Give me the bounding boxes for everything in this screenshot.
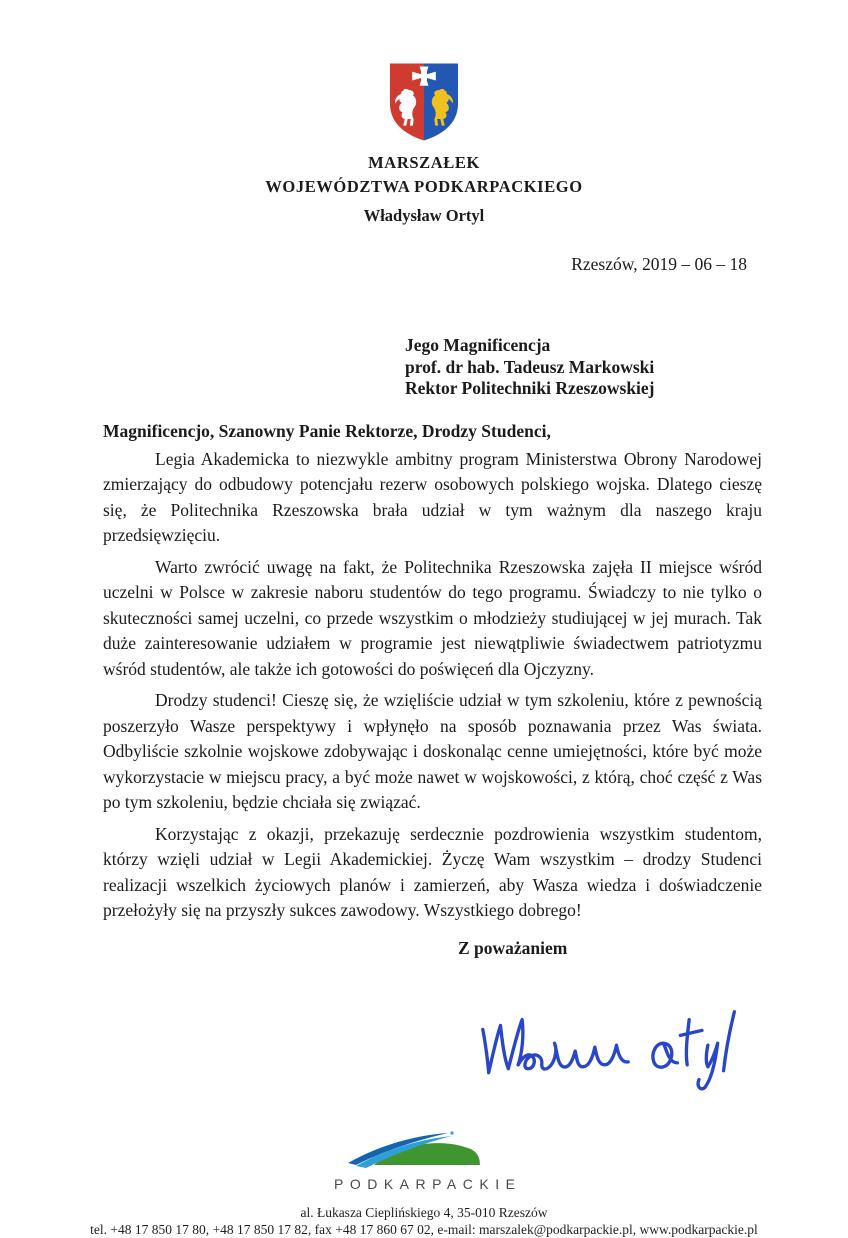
letter-body: [103, 447, 762, 924]
podkarpackie-logo-icon: [340, 1129, 508, 1169]
addressee-line2: prof. dr hab. Tadeusz Markowski: [405, 356, 655, 377]
closing-phrase: Z poważaniem: [458, 937, 568, 958]
footer-logo: [0, 1129, 848, 1194]
paragraph-3: Drodzy studenci! Cieszę się, że wzięliście udział w tym szkoleniu, które z pewnością poszerzyło Wasze perspektywy i wpłynęło na sposób poznawania przez Was świata. Odbyliście szkolnie wojskowe zdobywając i doskonaląc cenne umiejętności, które być może wykorzystacie w miejscu pracy, a być może nawet w wojskowości, z którą, choć część z Was po tym szkoleniu, będzie chciała się związać.: [103, 690, 762, 812]
salutation: Magnificencjo, Szanowny Panie Rektorze, Drodzy Studenci,: [103, 420, 551, 441]
addressee-block: [405, 335, 762, 400]
paragraph-1: Legia Akademicka to niezwykle ambitny program Ministerstwa Obrony Narodowej zmierzający do odbudowy potencjału rezerw osobowych polskiego wojska. Dlatego cieszę się, że Politechnika Rzeszowska brała udział w tym ważnym dla naszego kraju przedsięwzięciu.: [103, 448, 762, 545]
footer-contact-block: [0, 1204, 848, 1238]
signature-block: [103, 1001, 762, 1111]
footer-contact: tel. +48 17 850 17 80, +48 17 850 17 82, fax +48 17 860 67 02, e-mail: marszalek@podkarpackie.pl, www.podkarpackie.pl: [90, 1221, 758, 1237]
paragraph-4: Korzystając z okazji, przekazuję serdecznie pozdrowienia wszystkim studentom, którzy wzięli udział w Legii Akademickiej. Życzę Wam wszystkim – drodzy Studenci realizacji wszelkich życiowych planów i zamierzeń, aby Wasza wiedza i doświadczenie przełożyły się na przyszły sukces zawodowy. Wszystkiego dobrego!: [103, 823, 762, 920]
letterhead-title-line1: MARSZAŁEK: [368, 153, 480, 172]
footer-address: al. Łukasza Cieplińskiego 4, 35-010 Rzeszów: [300, 1204, 548, 1220]
letterhead: [0, 0, 848, 226]
addressee-line1: Jego Magnificencja: [405, 335, 551, 355]
handwritten-signature: [471, 1001, 756, 1109]
footer-logo-text: PODKARPACKIE: [334, 1175, 522, 1192]
addressee-line3: Rektor Politechniki Rzeszowskiej: [405, 378, 655, 398]
paragraph-2: Warto zwrócić uwagę na fakt, że Politechnika Rzeszowska zajęła II miejsce wśród uczelni w Polsce w zakresie naboru studentów do tego programu. Świadczy to nie tylko o skuteczności samej uczelni, co przede wszystkim o młodzieży studiującej w jej murach. Tak duże zainteresowanie udziałem w programie jest niewątpliwie świadectwem patriotyzmu wśród studentów, ale także ich gotowości do poświęceń dla Ojczyzny.: [103, 556, 762, 679]
podkarpackie-coat-of-arms-icon: [387, 60, 461, 144]
letterhead-marshal-name: Władysław Ortyl: [363, 206, 485, 225]
letterhead-title-line2: WOJEWÓDZTWA PODKARPACKIEGO: [265, 177, 583, 196]
date-line: Rzeszów, 2019 – 06 – 18: [571, 254, 747, 274]
